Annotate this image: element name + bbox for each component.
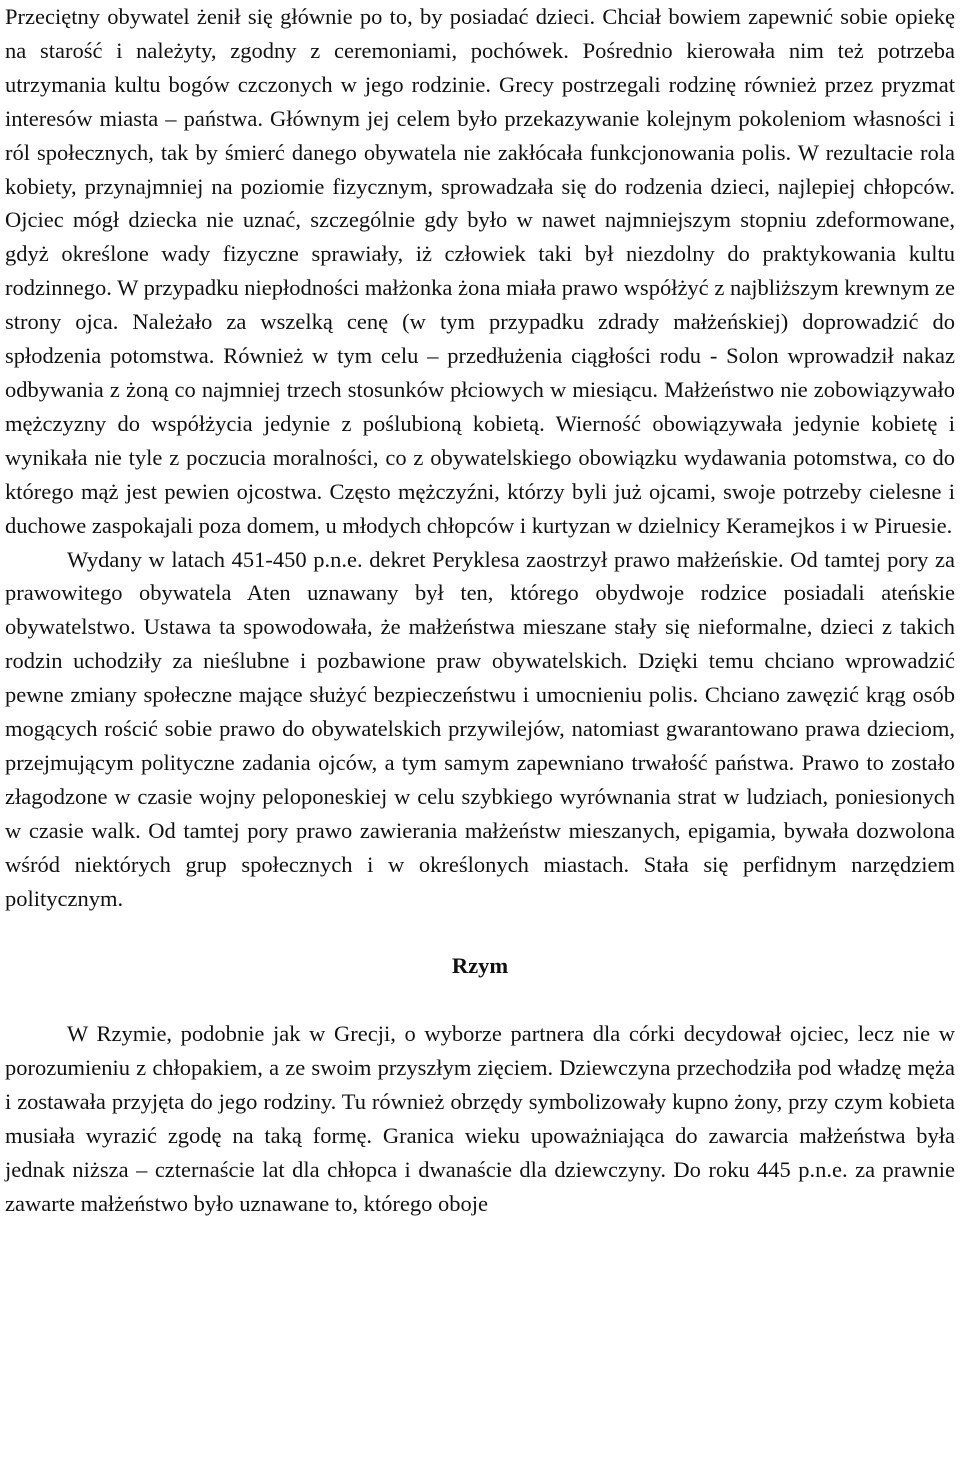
section-heading-rome: Rzym bbox=[451, 953, 509, 979]
paragraph-rome-marriage: W Rzymie, podobnie jak w Grecji, o wyborze partnera dla córki decydował ojciec, lecz nie w porozumieniu z chłopakiem, a ze swoim przyszłym zięciem. Dziewczyna przechodziła pod władzę męża i zostawała przyjęta do jego rodziny. Tu również obrzędy symbolizowały kupno żony, przy czym kobieta musiała wyrazić zgodę na taką formę. Granica wieku upoważniająca do zawarcia małżeństwa była jednak niższa – czternaście lat dla chłopca i dwanaście dla dziewczyny. Do roku 445 p.n.e. za prawnie zawarte małżeństwo było uznawane to, którego oboje bbox=[5, 1021, 955, 1216]
document-page bbox=[5, 0, 955, 1221]
paragraph-greece-family: Przeciętny obywatel żenił się głównie po to, by posiadać dzieci. Chciał bowiem zapewnić sobie opiekę na starość i należyty, zgodny z ceremoniami, pochówek. Pośrednio kierowała nim też potrzeba utrzymania kultu bogów czczonych w jego rodzinie. Grecy postrzegali rodzinę również przez pryzmat interesów miasta – państwa. Głównym jej celem było przekazywanie kolejnym pokoleniom własności i ról społecznych, tak by śmierć danego obywatela nie zakłócała funkcjonowania polis. W rezultacie rola kobiety, przynajmniej na poziomie fizycznym, sprowadzała się do rodzenia dzieci, najlepiej chłopców. Ojciec mógł dziecka nie uznać, szczególnie gdy było w nawet najmniejszym stopniu zdeformowane, gdyż określone wady fizyczne sprawiały, iż człowiek taki był niezdolny do praktykowania kultu rodzinnego. W przypadku niepłodności małżonka żona miała prawo współżyć z najbliższym krewnym ze strony ojca. Należało za wszelką cenę (w tym przypadku zdrady małżeńskiej) doprowadzić do spłodzenia potomstwa. Również w tym celu – przedłużenia ciągłości rodu - Solon wprowadził nakaz odbywania z żoną co najmniej trzech stosunków płciowych w miesiącu. Małżeństwo nie zobowiązywało mężczyzny do współżycia jedynie z poślubioną kobietą. Wierność obowiązywała jedynie kobietę i wynikała nie tyle z poczucia moralności, co z obywatelskiego obowiązku wydawania potomstwa, co do którego mąż jest pewien ojcostwa. Często mężczyźni, którzy byli już ojcami, swoje potrzeby cielesne i duchowe zaspokajali poza domem, u młodych chłopców i kurtyzan w dzielnicy Keramejkos i w Piruesie. bbox=[5, 4, 955, 538]
spacer bbox=[5, 915, 955, 949]
spacer bbox=[5, 983, 955, 1017]
paragraph-pericles-decree: Wydany w latach 451-450 p.n.e. dekret Peryklesa zaostrzył prawo małżeńskie. Od tamtej pory za prawowitego obywatela Aten uznawany był ten, którego obydwoje rodzice posiadali ateńskie obywatelstwo. Ustawa ta spowodowała, że małżeństwa mieszane stały się nieformalne, dzieci z takich rodzin uchodziły za nieślubne i pozbawione praw obywatelskich. Dzięki temu chciano wprowadzić pewne zmiany społeczne mające służyć bezpieczeństwu i umocnieniu polis. Chciano zawęzić krąg osób mogących rościć sobie prawo do obywatelskich przywilejów, natomiast gwarantowano prawa dzieciom, przejmującym polityczne zadania ojców, a tym samym zapewniano trwałość państwa. Prawo to zostało złagodzone w czasie wojny peloponeskiej w celu szybkiego wyrównania strat w ludziach, poniesionych w czasie walk. Od tamtej pory prawo zawierania małżeństw mieszanych, epigamia, bywała dozwolona wśród niektórych grup społecznych i w określonych miastach. Stała się perfidnym narzędziem politycznym. bbox=[5, 546, 955, 911]
